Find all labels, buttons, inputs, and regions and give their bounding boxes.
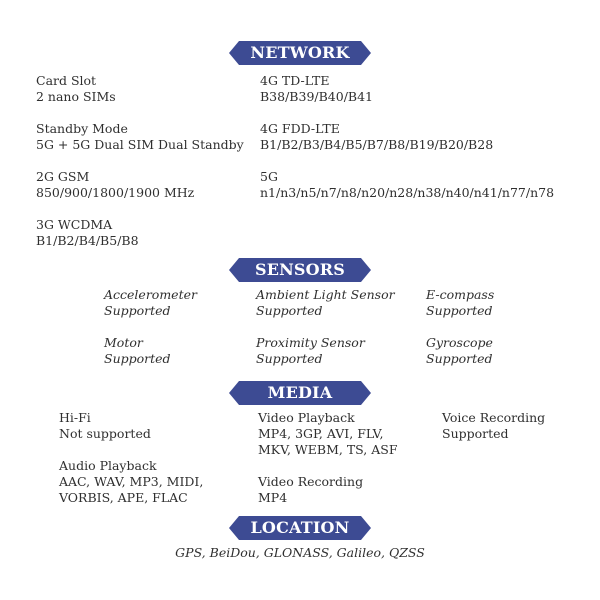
ambient-light-spec bbox=[256, 287, 395, 319]
e-compass-value: Supported bbox=[426, 303, 493, 318]
hifi-spec bbox=[59, 410, 151, 442]
video-playback-value-line1: MP4, 3GP, AVI, FLV, bbox=[258, 426, 384, 441]
accelerometer-label: Accelerometer bbox=[104, 287, 197, 302]
video-recording-label: Video Recording bbox=[258, 474, 364, 489]
media-section-banner bbox=[229, 381, 371, 405]
wcdma-3g-value: B1/B2/B4/B5/B8 bbox=[36, 233, 139, 248]
audio-playback-spec bbox=[59, 458, 203, 506]
hifi-value: Not supported bbox=[59, 426, 151, 441]
e-compass-label: E-compass bbox=[426, 287, 495, 302]
proximity-spec bbox=[256, 335, 365, 367]
card-slot-value: 2 nano SIMs bbox=[36, 89, 116, 104]
nr-5g-label: 5G bbox=[260, 169, 278, 184]
gyroscope-label: Gyroscope bbox=[426, 335, 493, 350]
standby-mode-value: 5G + 5G Dual SIM Dual Standby bbox=[36, 137, 244, 152]
fdd-lte-4g-label: 4G FDD-LTE bbox=[260, 121, 340, 136]
card-slot-spec bbox=[36, 73, 116, 105]
gsm-2g-label: 2G GSM bbox=[36, 169, 90, 184]
voice-recording-spec bbox=[442, 410, 545, 442]
proximity-label: Proximity Sensor bbox=[256, 335, 365, 350]
fdd-lte-4g-value: B1/B2/B3/B4/B5/B7/B8/B19/B20/B28 bbox=[260, 137, 494, 152]
wcdma-3g-spec bbox=[36, 217, 139, 249]
sensors-section-banner bbox=[229, 258, 371, 282]
e-compass-spec bbox=[426, 287, 494, 319]
wcdma-3g-label: 3G WCDMA bbox=[36, 217, 113, 232]
gsm-2g-spec bbox=[36, 169, 194, 201]
standby-mode-label: Standby Mode bbox=[36, 121, 128, 136]
standby-mode-spec bbox=[36, 121, 244, 153]
motor-label: Motor bbox=[104, 335, 143, 350]
td-lte-4g-value: B38/B39/B40/B41 bbox=[260, 89, 374, 104]
ambient-light-value: Supported bbox=[256, 303, 323, 318]
motor-spec bbox=[104, 335, 171, 367]
motor-value: Supported bbox=[104, 351, 171, 366]
video-playback-spec bbox=[258, 410, 398, 458]
accelerometer-value: Supported bbox=[104, 303, 171, 318]
location-value: GPS, BeiDou, GLONASS, Galileo, QZSS bbox=[175, 545, 425, 560]
media-section-title: MEDIA bbox=[267, 383, 333, 402]
video-playback-label: Video Playback bbox=[258, 410, 355, 425]
sensors-section-title: SENSORS bbox=[254, 260, 346, 279]
td-lte-4g-label: 4G TD-LTE bbox=[260, 73, 330, 88]
nr-5g-value: n1/n3/n5/n7/n8/n20/n28/n38/n40/n41/n77/n78 bbox=[260, 185, 555, 200]
hifi-label: Hi-Fi bbox=[59, 410, 91, 425]
nr-5g-spec bbox=[260, 169, 554, 201]
location-section-banner bbox=[229, 516, 371, 540]
td-lte-4g-spec bbox=[260, 73, 373, 105]
gyroscope-spec bbox=[426, 335, 493, 367]
fdd-lte-4g-spec bbox=[260, 121, 493, 153]
network-section-title: NETWORK bbox=[250, 43, 350, 62]
audio-playback-value-line2: VORBIS, APE, FLAC bbox=[59, 490, 188, 505]
gsm-2g-value: 850/900/1800/1900 MHz bbox=[36, 185, 195, 200]
voice-recording-label: Voice Recording bbox=[442, 410, 546, 425]
voice-recording-value: Supported bbox=[442, 426, 509, 441]
video-playback-value-line2: MKV, WEBM, TS, ASF bbox=[258, 442, 398, 457]
location-section-title: LOCATION bbox=[250, 518, 350, 537]
video-recording-spec bbox=[258, 474, 363, 506]
card-slot-label: Card Slot bbox=[36, 73, 97, 88]
video-recording-value: MP4 bbox=[258, 490, 288, 505]
gyroscope-value: Supported bbox=[426, 351, 493, 366]
network-section-banner bbox=[229, 41, 371, 65]
ambient-light-label: Ambient Light Sensor bbox=[256, 287, 395, 302]
proximity-value: Supported bbox=[256, 351, 323, 366]
accelerometer-spec bbox=[104, 287, 197, 319]
audio-playback-label: Audio Playback bbox=[59, 458, 157, 473]
audio-playback-value-line1: AAC, WAV, MP3, MIDI, bbox=[59, 474, 204, 489]
